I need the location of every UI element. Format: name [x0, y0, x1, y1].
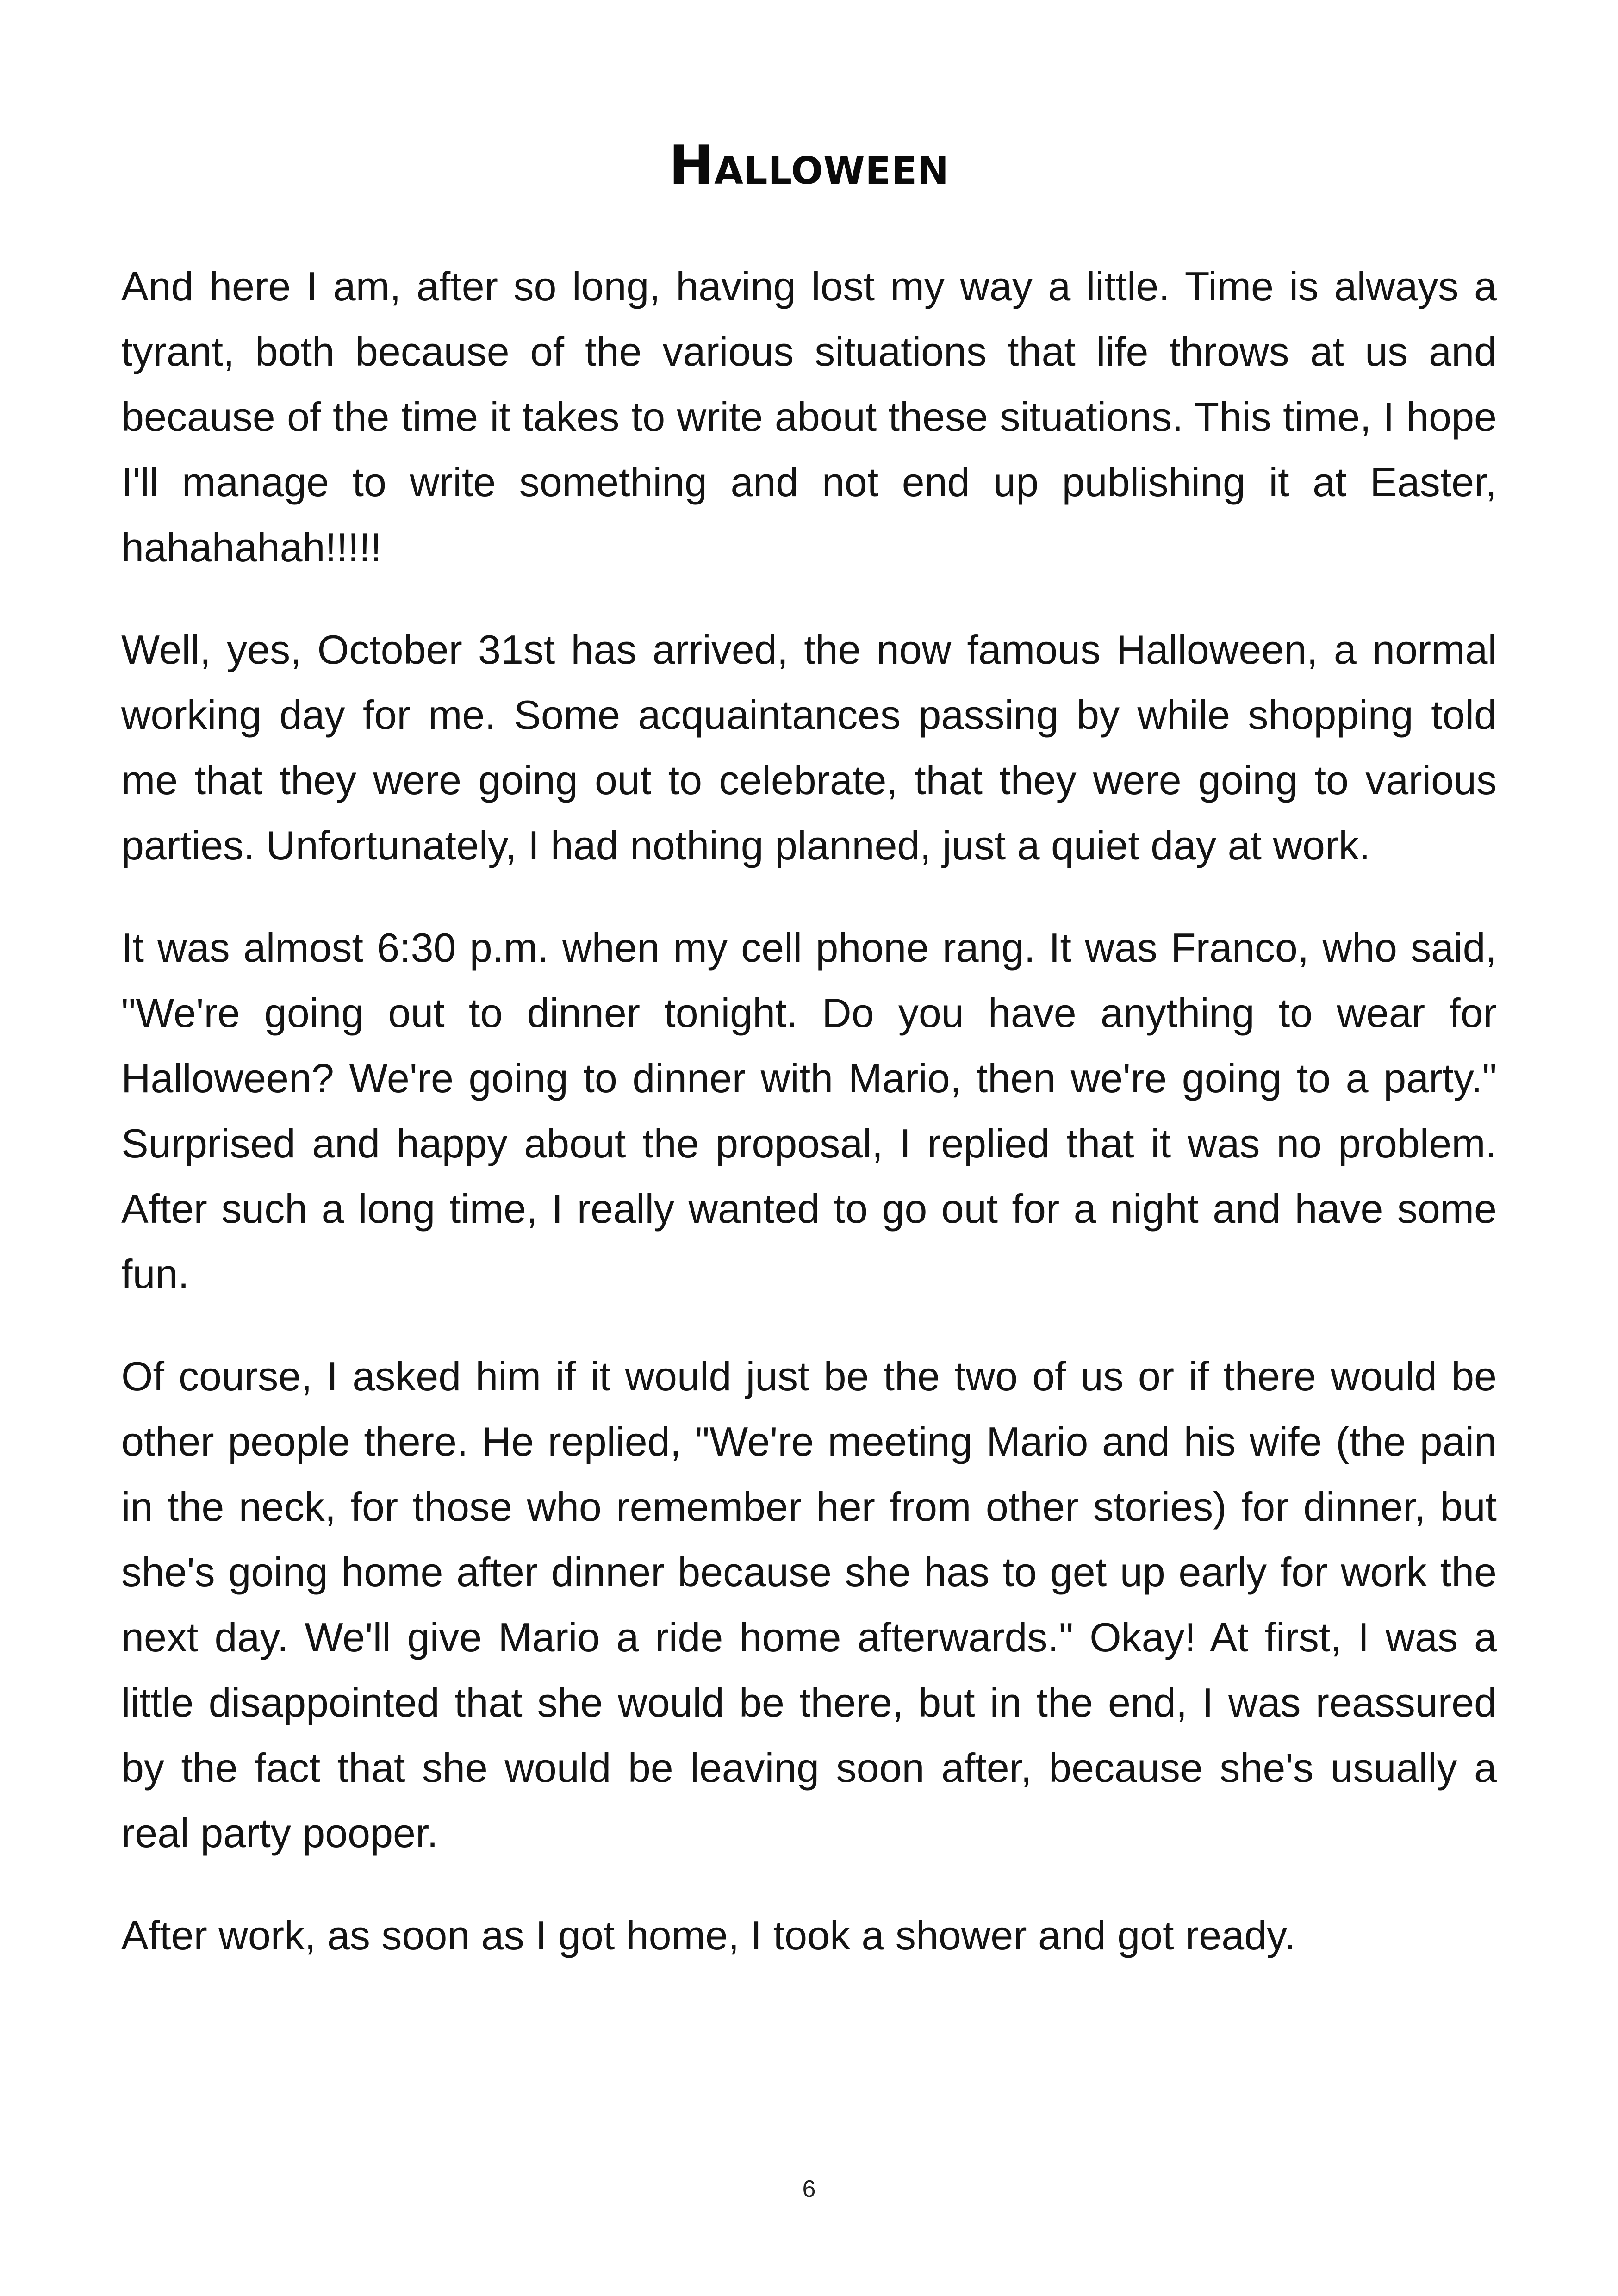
paragraph: After work, as soon as I got home, I took a shower and got ready. [121, 1912, 1296, 1958]
paragraph: Well, yes, October 31st has arrived, the now famous Halloween, a normal working day for me. Some acquaintances passing by while shopping told me that they were going out to celebrate, that they were going to various parties. Unfortunately, I had nothing planned, just a quiet day at work. [121, 627, 1497, 868]
page-title: Halloween [669, 134, 949, 197]
paragraph: It was almost 6:30 p.m. when my cell phone rang. It was Franco, who said, "We're going out to dinner tonight. Do you have anything to wear for Halloween? We're going to dinner with Mario, then we're going to a party." Surprised and happy about the proposal, I replied that it was no problem. After such a long time, I really wanted to go out for a night and have some fun. [121, 925, 1497, 1297]
page-number: 6 [802, 2176, 816, 2203]
body-text [121, 254, 1497, 2005]
paragraph: And here I am, after so long, having lost my way a little. Time is always a tyrant, both because of the various situations that life throws at us and because of the time it takes to write about these situations. This time, I hope I'll manage to write something and not end up publishing it at Easter, hahahahah!!!!! [121, 263, 1497, 570]
paragraph: Of course, I asked him if it would just be the two of us or if there would be other people there. He replied, "We're meeting Mario and his wife (the pain in the neck, for those who remember her from other stories) for dinner, but she's going home after dinner because she has to get up early for work the next day. We'll give Mario a ride home afterwards." Okay! At first, I was a little disappointed that she would be there, but in the end, I was reassured by the fact that she would be leaving soon after, because she's usually a real party pooper. [121, 1353, 1497, 1856]
